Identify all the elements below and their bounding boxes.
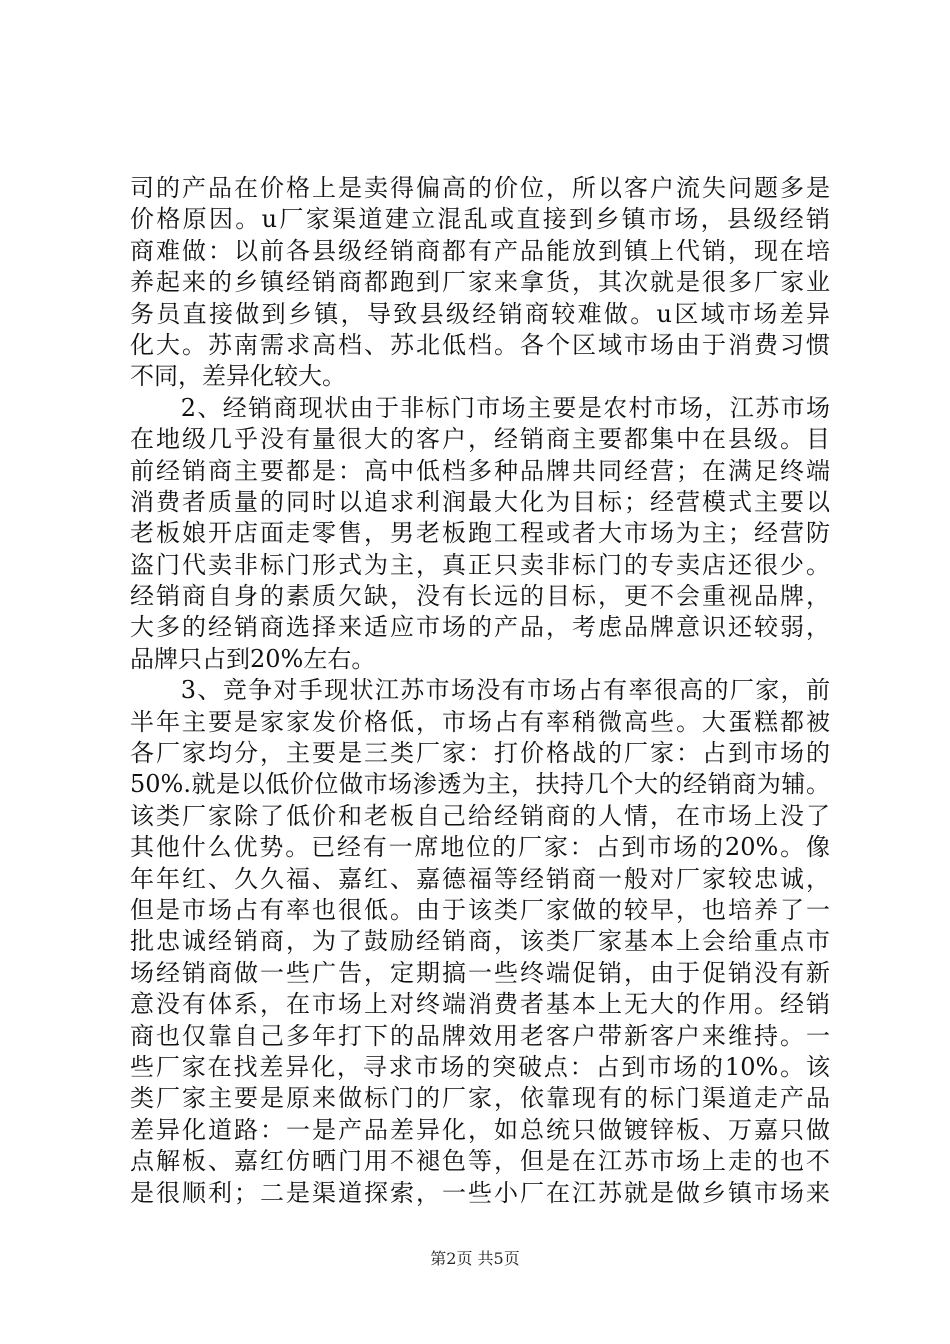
text-line: 差异化道路：一是产品差异化，如总统只做镀锌板、万嘉只做	[130, 1115, 830, 1144]
text-line: 年年红、久久福、嘉红、嘉德福等经销商一般对厂家较忠诚，	[130, 864, 830, 893]
text-line: 品牌只占到20%左右。	[130, 644, 376, 673]
text-line: 各厂家均分，主要是三类厂家：打价格战的厂家：占到市场的	[130, 739, 830, 768]
text-line: 化大。苏南需求高档、苏北低档。各个区域市场由于消费习惯	[130, 330, 830, 359]
text-line: 在地级几乎没有量很大的客户，经销商主要都集中在县级。目	[130, 425, 830, 454]
text-line: 半年主要是家家发价格低，市场占有率稍微高些。大蛋糕都被	[130, 707, 830, 736]
text-line: 点解板、嘉红仿晒门用不褪色等，但是在江苏市场上走的也不	[130, 1147, 830, 1176]
text-line: 经销商自身的素质欠缺，没有长远的目标，更不会重视品牌，	[130, 582, 830, 611]
body-text	[130, 173, 830, 1209]
text-line: 但是市场占有率也很低。由于该类厂家做的较早，也培养了一	[130, 895, 830, 924]
text-line: 务员直接做到乡镇，导致县级经销商较难做。u区域市场差异	[130, 299, 830, 328]
text-line: 场经销商做一些广告，定期搞一些终端促销，由于促销没有新	[130, 958, 830, 987]
text-line: 2、经销商现状由于非标门市场主要是农村市场，江苏市场	[130, 393, 830, 422]
text-line: 商也仅靠自己多年打下的品牌效用老客户带新客户来维持。一	[130, 1021, 830, 1050]
text-line: 不同，差异化较大。	[130, 362, 346, 391]
page-footer: 第2页 共5页	[430, 1249, 520, 1268]
text-line: 类厂家主要是原来做标门的厂家，依靠现有的标门渠道走产品	[130, 1084, 830, 1113]
text-line: 价格原因。u厂家渠道建立混乱或直接到乡镇市场，县级经销	[130, 205, 830, 234]
text-line: 其他什么优势。已经有一席地位的厂家：占到市场的20%。像	[130, 833, 830, 862]
text-line: 意没有体系，在市场上对终端消费者基本上无大的作用。经销	[130, 990, 830, 1019]
text-line: 大多的经销商选择来适应市场的产品，考虑品牌意识还较弱，	[130, 613, 830, 642]
text-line: 3、竞争对手现状江苏市场没有市场占有率很高的厂家，前	[130, 676, 830, 705]
text-line: 消费者质量的同时以追求利润最大化为目标；经营模式主要以	[130, 487, 830, 516]
text-line: 是很顺利；二是渠道探索，一些小厂在江苏就是做乡镇市场来	[130, 1178, 830, 1207]
text-line: 商难做：以前各县级经销商都有产品能放到镇上代销，现在培	[130, 236, 830, 265]
text-line: 前经销商主要都是：高中低档多种品牌共同经营；在满足终端	[130, 456, 830, 485]
text-line: 盗门代卖非标门形式为主，真正只卖非标门的专卖店还很少。	[130, 550, 830, 579]
text-line: 司的产品在价格上是卖得偏高的价位，所以客户流失问题多是	[130, 174, 830, 202]
text-line: 该类厂家除了低价和老板自己给经销商的人情，在市场上没了	[130, 801, 830, 830]
text-line: 些厂家在找差异化，寻求市场的突破点：占到市场的10%。该	[130, 1052, 830, 1081]
text-line: 批忠诚经销商，为了鼓励经销商，该类厂家基本上会给重点市	[130, 927, 830, 956]
text-line: 养起来的乡镇经销商都跑到厂家来拿货，其次就是很多厂家业	[130, 268, 830, 297]
text-line: 50%.就是以低价位做市场渗透为主，扶持几个大的经销商为辅。	[130, 770, 830, 799]
text-line: 老板娘开店面走零售，男老板跑工程或者大市场为主；经营防	[130, 519, 830, 548]
